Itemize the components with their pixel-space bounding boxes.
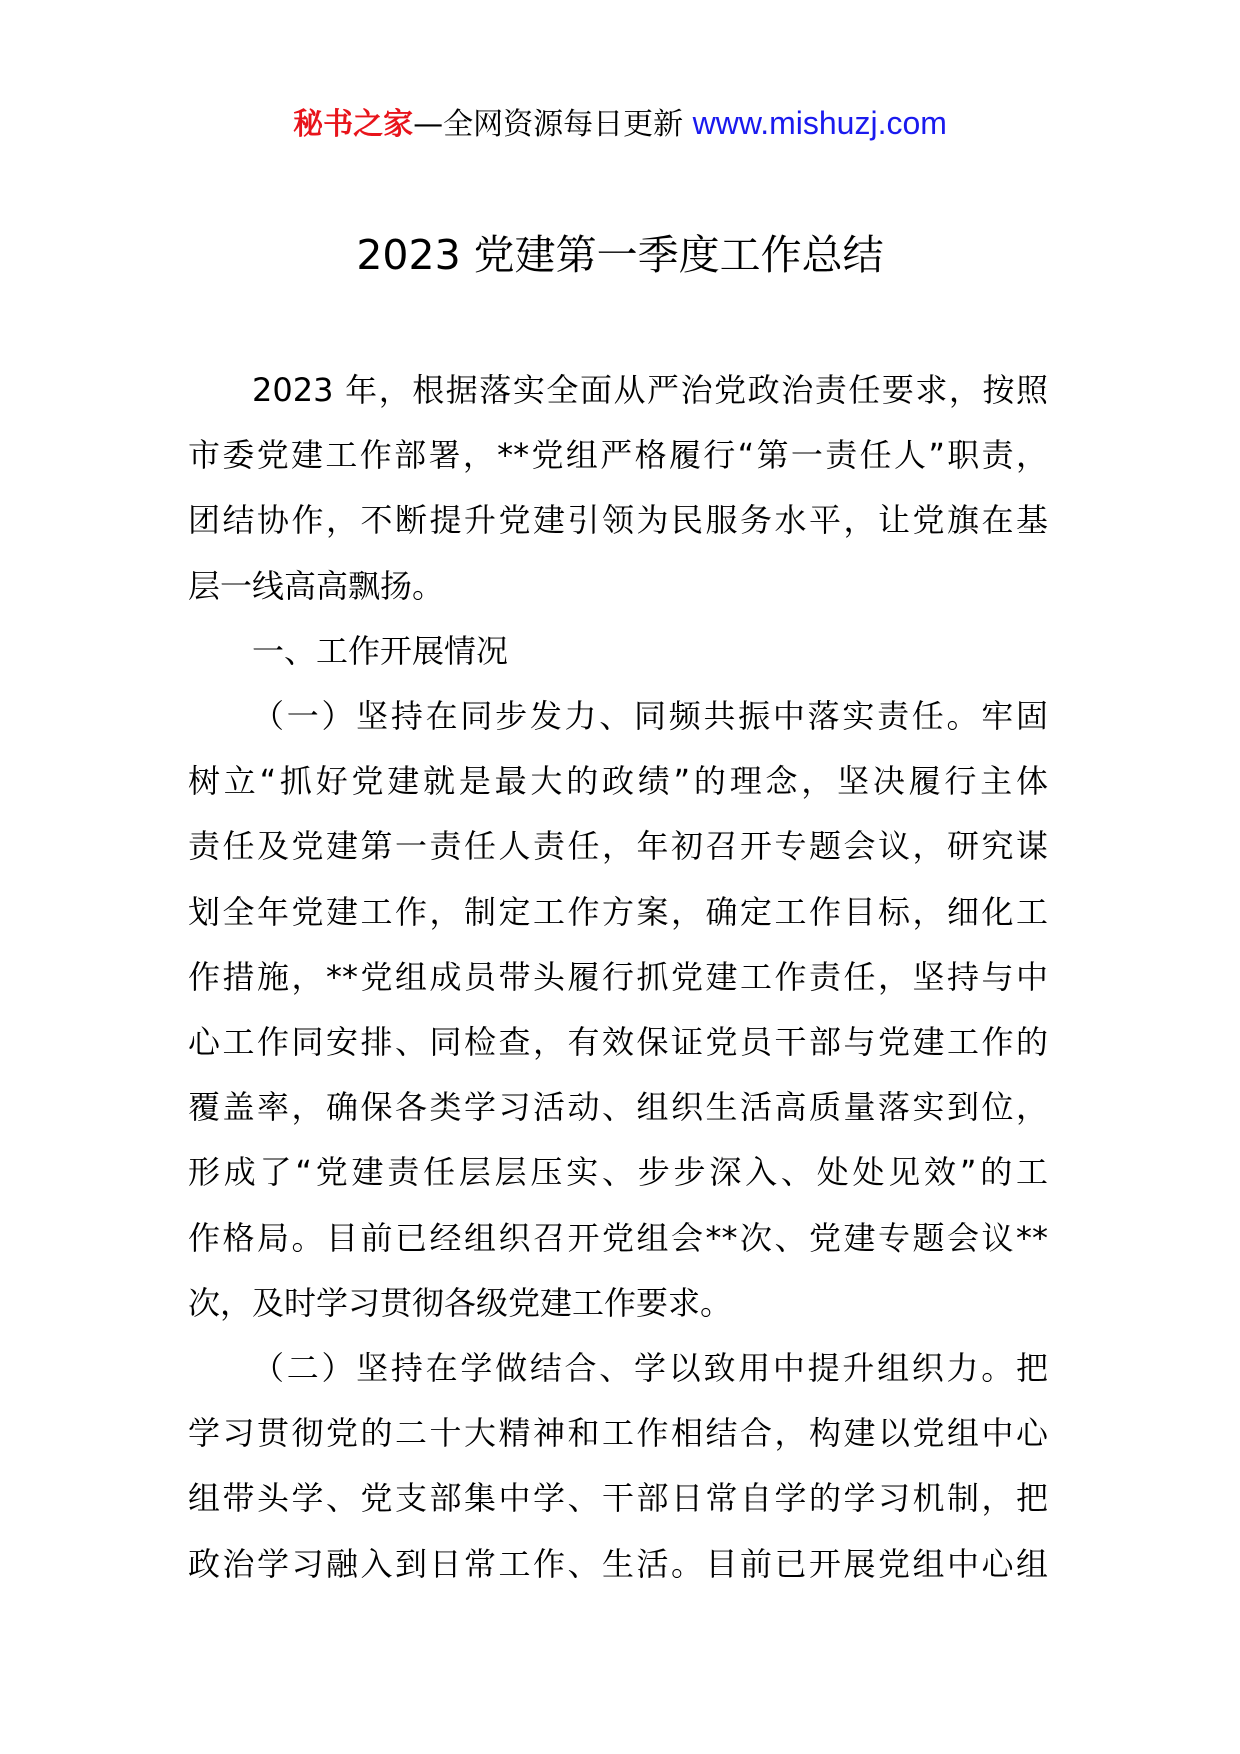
text-line: 组带头学、党支部集中学、干部日常自学的学习机制，把 <box>188 1479 1048 1518</box>
text-line: 团结协作，不断提升党建引领为民服务水平，让党旗在基 <box>188 501 1048 540</box>
text-line: 形成了“党建责任层层压实、步步深入、处处见效”的工 <box>188 1153 1048 1192</box>
text-line: （二）坚持在学做结合、学以致用中提升组织力。把 <box>252 1349 1048 1388</box>
section-heading <box>188 619 1048 684</box>
text-line: 树立“抓好党建就是最大的政绩”的理念，坚决履行主体 <box>188 762 1048 801</box>
site-url-link[interactable]: www.mishuzj.com <box>692 105 947 141</box>
text-line: 市委党建工作部署，**党组严格履行“第一责任人”职责， <box>188 436 1048 475</box>
text-line: 2023 年，根据落实全面从严治党政治责任要求，按照 <box>252 371 1048 409</box>
text-line: 层一线高高飘扬。 <box>188 566 445 605</box>
text-line: 心工作同安排、同检查，有效保证党员干部与党建工作的 <box>188 1023 1048 1062</box>
text-line: 次，及时学习贯彻各级党建工作要求。 <box>188 1283 733 1322</box>
document-body <box>188 358 1048 1597</box>
text-line: 覆盖率，确保各类学习活动、组织生活高质量落实到位， <box>188 1088 1048 1127</box>
text-line: 作措施，**党组成员带头履行抓党建工作责任，坚持与中 <box>188 957 1048 996</box>
site-slogan: —全网资源每日更新 <box>413 107 693 142</box>
paragraph-intro <box>188 358 1048 619</box>
text-line: 划全年党建工作，制定工作方案，确定工作目标，细化工 <box>188 892 1048 931</box>
site-brand: 秘书之家 <box>293 107 414 142</box>
document-title: 2023 党建第一季度工作总结 <box>356 231 884 279</box>
text-line: （一）坚持在同步发力、同频共振中落实责任。牢固 <box>252 697 1048 736</box>
site-header <box>0 98 1240 150</box>
paragraph-section-1 <box>188 684 1048 1336</box>
text-line: 政治学习融入到日常工作、生活。目前已开展党组中心组 <box>188 1544 1048 1583</box>
text-line: 学习贯彻党的二十大精神和工作相结合，构建以党组中心 <box>188 1414 1048 1453</box>
text-line: 作格局。目前已经组织召开党组会**次、党建专题会议** <box>188 1218 1048 1257</box>
text-line: 责任及党建第一责任人责任，年初召开专题会议，研究谋 <box>188 827 1048 866</box>
paragraph-section-2 <box>188 1336 1048 1597</box>
text-line: 一、工作开展情况 <box>252 631 509 670</box>
